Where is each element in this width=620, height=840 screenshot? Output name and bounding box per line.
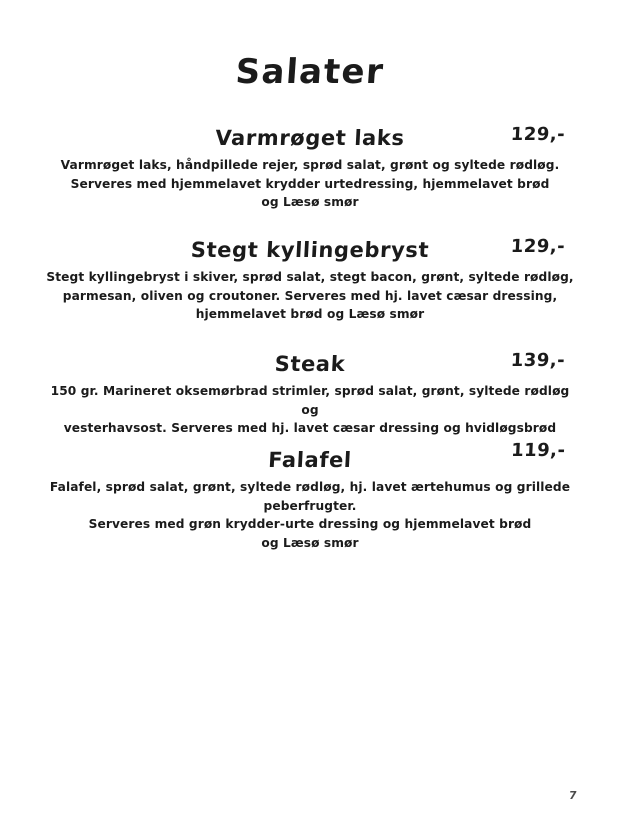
item-price: 129,- (510, 124, 566, 145)
item-description-line: Varmrøget laks, håndpillede rejer, sprød salat, grønt og syltede rødløg. (60, 158, 560, 172)
item-description (40, 478, 580, 552)
item-description (40, 156, 580, 212)
item-name: Stegt kyllingebryst (190, 238, 430, 262)
item-description-line: og Læsø smør (261, 195, 359, 209)
item-description-line: Serveres med grøn krydder-urte dressing og hjemmelavet brød (88, 517, 532, 531)
item-description-line: og Læsø smør (261, 535, 359, 550)
item-name-row (0, 440, 620, 472)
item-description-line: Serveres med hjemmelavet krydder urtedressing, hjemmelavet brød (70, 176, 550, 191)
item-price: 129,- (510, 236, 566, 257)
item-description-line: hjemmelavet brød og Læsø smør (195, 307, 425, 321)
item-description-line: 150 gr. Marineret oksemørbrad strimler, sprød salat, grønt, syltede rødløg og (50, 384, 570, 417)
item-price: 119,- (510, 440, 567, 461)
item-description-line: Falafel, sprød salat, grønt, syltede rødløg, hj. lavet ærtehumus og grillede peberfrugter. (49, 480, 571, 513)
item-price: 139,- (510, 350, 566, 371)
item-description (40, 268, 580, 324)
menu-item (0, 126, 620, 212)
item-name: Varmrøget laks (214, 126, 406, 150)
menu-section-title: Salater (234, 52, 386, 92)
menu-item (0, 238, 620, 324)
item-name-row (0, 238, 620, 262)
item-name-row (0, 126, 620, 150)
item-name: Steak (274, 352, 346, 376)
menu-item (0, 440, 620, 552)
item-description-line: Stegt kyllingebryst i skiver, sprød salat, stegt bacon, grønt, syltede rødløg, (46, 270, 574, 284)
item-name-row (0, 352, 620, 376)
item-description-line: parmesan, oliven og croutoner. Serveres med hj. lavet cæsar dressing, (62, 288, 558, 303)
item-name: Falafel (267, 448, 353, 472)
page-number: 7 (568, 789, 578, 802)
item-description (40, 382, 580, 438)
menu-item (0, 352, 620, 438)
item-description-line: vesterhavsost. Serveres med hj. lavet cæsar dressing og hvidløgsbrød (63, 421, 557, 435)
